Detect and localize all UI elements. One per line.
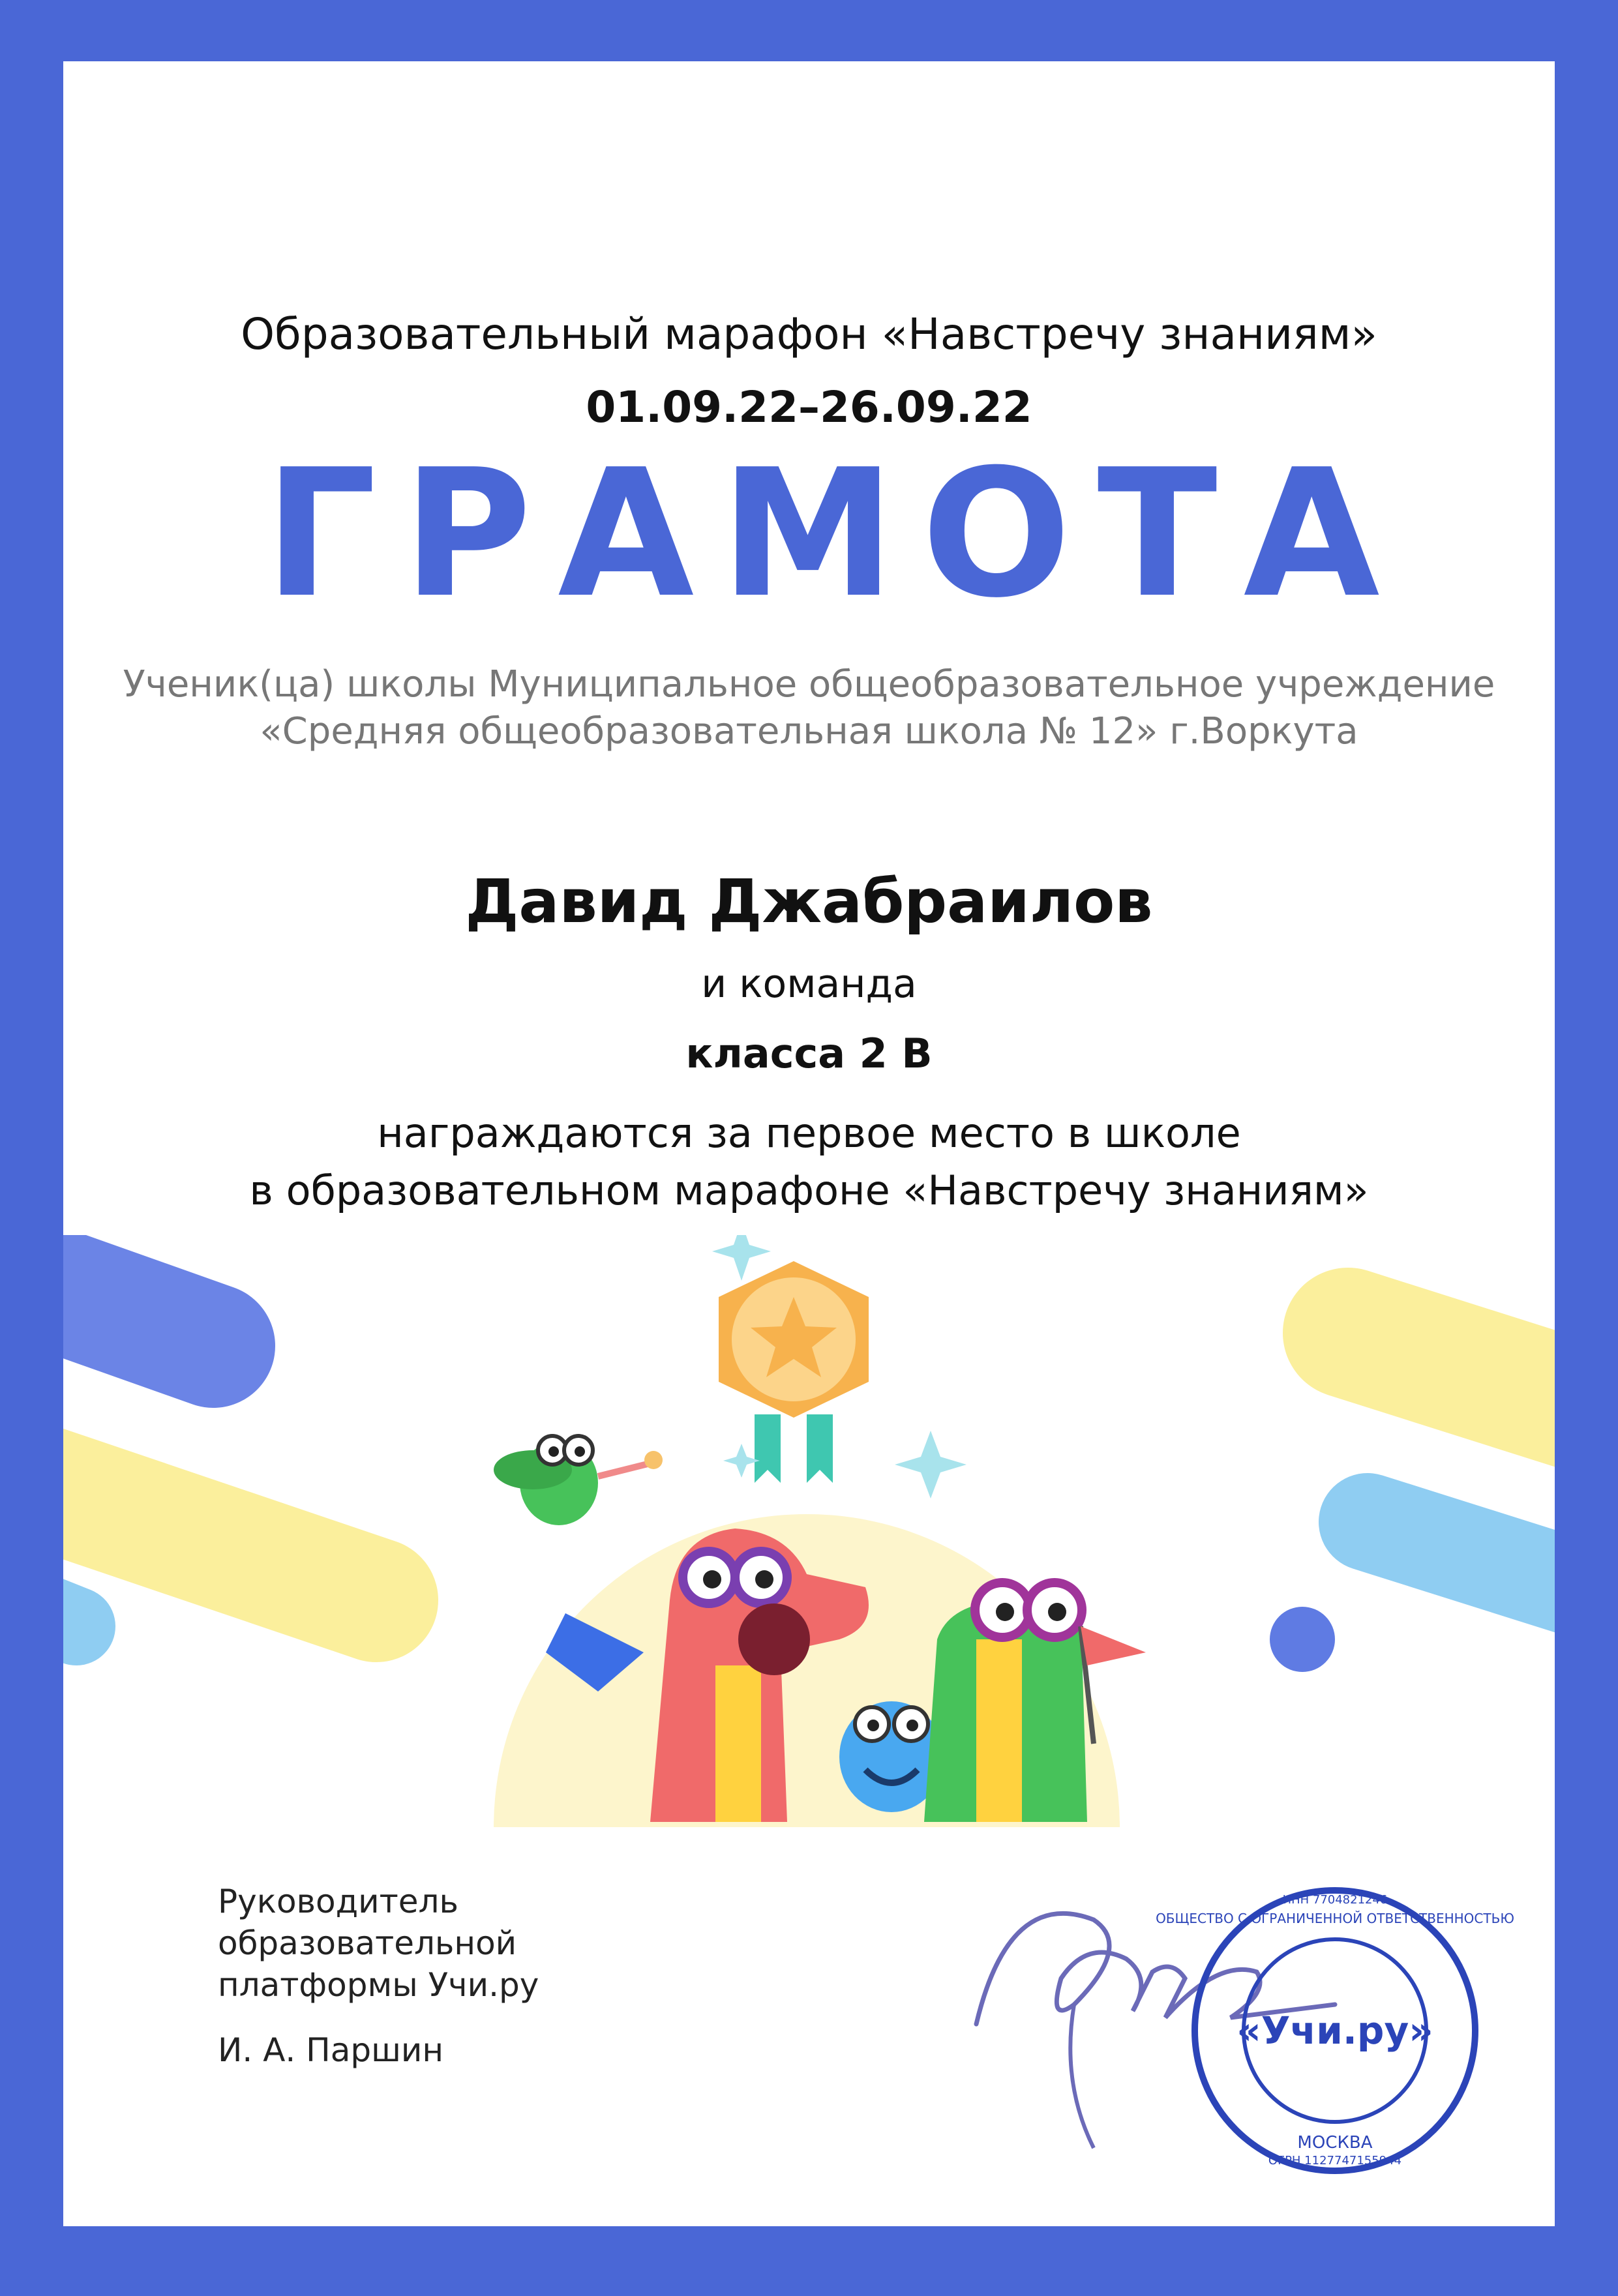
left-stripes [63, 1274, 376, 1626]
svg-text:ОГРН 1127747155944: ОГРН 1127747155944 [1268, 2154, 1402, 2168]
signature-and-stamp [878, 1809, 1518, 2213]
certificate-title: ГРАМОТА [264, 431, 1406, 636]
svg-text:МОСКВА: МОСКВА [1297, 2133, 1373, 2153]
company-stamp [1156, 1890, 1514, 2171]
award-line-1: награждаются за первое место в школе [377, 1109, 1241, 1157]
school-line-2: «Средняя общеобразовательная школа № 12» г.Воркута [260, 710, 1358, 753]
signatory-line-3: платформы Учи.ру [218, 1966, 539, 2004]
team-label: и команда [701, 961, 917, 1007]
school-info [63, 661, 1555, 755]
award-line-2: в образовательном марафоне «Навстречу знаниям» [249, 1167, 1369, 1214]
class-label: класса 2 В [685, 1030, 933, 1077]
event-title: Образовательный марафон «Навстречу знаниям» [241, 309, 1377, 359]
event-dates: 01.09.22–26.09.22 [586, 382, 1032, 432]
svg-text:«Учи.ру»: «Учи.ру» [1236, 2008, 1433, 2053]
small-dragon-icon [494, 1436, 663, 1525]
award-text [63, 1105, 1555, 1219]
right-stripes [1270, 1333, 1555, 1672]
svg-text:ОБЩЕСТВО С ОГРАНИЧЕННОЙ ОТВЕТС: ОБЩЕСТВО С ОГРАНИЧЕННОЙ ОТВЕТСТВЕННОСТЬЮ [1156, 1911, 1514, 1926]
signatory-name: И. А. Паршин [218, 2031, 444, 2069]
signatory-line-1: Руководитель [218, 1883, 458, 1920]
mascot-illustration [63, 1235, 1555, 1887]
handwritten-signature [976, 1913, 1335, 2024]
student-name: Давид Джабраилов [465, 867, 1153, 936]
certificate-sheet [63, 61, 1555, 2226]
svg-text:ИНН 7704821246: ИНН 7704821246 [1282, 1893, 1388, 1907]
signatory-block [218, 1881, 539, 2071]
signatory-line-2: образовательной [218, 1924, 517, 1962]
school-line-1: Ученик(ца) школы Муниципальное общеобразовательное учреждение [123, 663, 1495, 706]
